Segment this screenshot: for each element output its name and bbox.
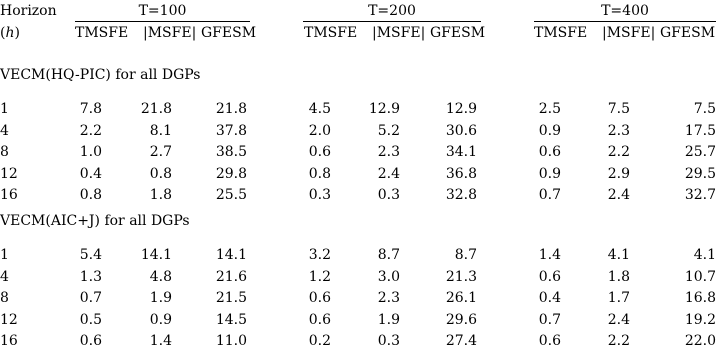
value-cell: 36.8 xyxy=(445,165,477,182)
value-cell: 12.9 xyxy=(368,101,400,117)
value-cell: 0.3 xyxy=(377,187,400,203)
horizon-cell: 12 xyxy=(0,165,18,182)
value-cell: 0.4 xyxy=(79,165,102,182)
value-cell: 21.8 xyxy=(140,101,172,117)
value-cell: 14.1 xyxy=(215,247,247,263)
value-cell: 29.8 xyxy=(215,165,247,182)
value-cell: 0.8 xyxy=(308,165,331,182)
horizon-cell: 4 xyxy=(0,268,9,285)
value-cell: 0.9 xyxy=(149,311,172,328)
value-cell: 0.5 xyxy=(79,311,102,328)
value-cell: 3.2 xyxy=(308,247,331,263)
header-group-t100: T=100 xyxy=(138,3,187,19)
value-cell: 0.6 xyxy=(308,290,331,306)
horizon-cell: 8 xyxy=(0,144,9,160)
value-cell: 26.1 xyxy=(445,290,477,306)
value-cell: 2.4 xyxy=(377,165,400,182)
value-cell: 2.3 xyxy=(607,122,630,139)
value-cell: 4.8 xyxy=(149,268,172,285)
header-h-italic: h xyxy=(5,25,15,41)
value-cell: 1.4 xyxy=(538,247,561,263)
value-cell: 1.9 xyxy=(377,311,400,328)
value-cell: 10.7 xyxy=(684,268,716,285)
rule-t200 xyxy=(303,21,481,22)
header-h: (h) xyxy=(0,25,20,41)
header-msfe-t400: |MSFE| xyxy=(602,25,656,41)
value-cell: 0.6 xyxy=(538,144,561,160)
value-cell: 4.1 xyxy=(693,247,716,263)
value-cell: 1.7 xyxy=(607,290,630,306)
value-cell: 0.6 xyxy=(538,333,561,349)
horizon-cell: 16 xyxy=(0,333,18,349)
header-gfesm-t400: GFESM xyxy=(660,25,716,41)
value-cell: 2.2 xyxy=(607,144,630,160)
rule-t100 xyxy=(75,21,250,22)
header-msfe-t200: |MSFE| xyxy=(372,25,426,41)
header-tmsfe-t400: TMSFE xyxy=(534,25,588,41)
value-cell: 4.5 xyxy=(308,101,331,117)
value-cell: 0.2 xyxy=(308,333,331,349)
value-cell: 30.6 xyxy=(445,122,477,139)
value-cell: 2.5 xyxy=(538,101,561,117)
value-cell: 19.2 xyxy=(684,311,716,328)
value-cell: 2.4 xyxy=(607,187,630,203)
value-cell: 7.5 xyxy=(693,101,716,117)
value-cell: 8.7 xyxy=(377,247,400,263)
value-cell: 14.5 xyxy=(215,311,247,328)
value-cell: 2.7 xyxy=(149,144,172,160)
value-cell: 0.3 xyxy=(308,187,331,203)
value-cell: 0.4 xyxy=(538,290,561,306)
value-cell: 4.1 xyxy=(607,247,630,263)
value-cell: 38.5 xyxy=(215,144,247,160)
value-cell: 1.8 xyxy=(149,187,172,203)
header-group-t400: T=400 xyxy=(601,3,649,19)
value-cell: 2.2 xyxy=(607,333,630,349)
value-cell: 0.6 xyxy=(308,144,331,160)
value-cell: 1.0 xyxy=(79,144,102,160)
value-cell: 1.9 xyxy=(149,290,172,306)
value-cell: 7.5 xyxy=(607,101,630,117)
value-cell: 2.0 xyxy=(308,122,331,139)
value-cell: 0.9 xyxy=(538,165,561,182)
value-cell: 5.2 xyxy=(377,122,400,139)
header-tmsfe-t200: TMSFE xyxy=(304,25,358,41)
header-group-t200: T=200 xyxy=(368,3,416,19)
value-cell: 0.7 xyxy=(79,290,102,306)
value-cell: 2.9 xyxy=(607,165,630,182)
value-cell: 22.0 xyxy=(684,333,716,349)
value-cell: 3.0 xyxy=(377,268,400,285)
value-cell: 25.5 xyxy=(215,187,247,203)
value-cell: 2.3 xyxy=(377,290,400,306)
value-cell: 21.6 xyxy=(215,268,247,285)
value-cell: 0.6 xyxy=(308,311,331,328)
value-cell: 0.8 xyxy=(149,165,172,182)
value-cell: 21.3 xyxy=(445,268,477,285)
section-title: VECM(HQ-PIC) for all DGPs xyxy=(0,67,201,83)
value-cell: 29.5 xyxy=(684,165,716,182)
value-cell: 14.1 xyxy=(140,247,172,263)
value-cell: 32.8 xyxy=(445,187,477,203)
value-cell: 27.4 xyxy=(445,333,477,349)
horizon-cell: 1 xyxy=(0,101,9,117)
value-cell: 17.5 xyxy=(684,122,716,139)
value-cell: 0.7 xyxy=(538,187,561,203)
value-cell: 11.0 xyxy=(215,333,247,349)
section-title: VECM(AIC+J) for all DGPs xyxy=(0,213,190,229)
horizon-cell: 12 xyxy=(0,311,18,328)
value-cell: 1.4 xyxy=(149,333,172,349)
value-cell: 0.8 xyxy=(79,187,102,203)
value-cell: 5.4 xyxy=(79,247,102,263)
header-tmsfe-t100: TMSFE xyxy=(75,25,129,41)
value-cell: 25.7 xyxy=(684,144,716,160)
value-cell: 16.8 xyxy=(684,290,716,306)
value-cell: 37.8 xyxy=(215,122,247,139)
value-cell: 0.6 xyxy=(79,333,102,349)
value-cell: 0.7 xyxy=(538,311,561,328)
horizon-cell: 16 xyxy=(0,187,18,203)
value-cell: 2.3 xyxy=(377,144,400,160)
header-msfe-t100: |MSFE| xyxy=(143,25,197,41)
value-cell: 1.2 xyxy=(308,268,331,285)
horizon-cell: 1 xyxy=(0,247,9,263)
value-cell: 34.1 xyxy=(445,144,477,160)
value-cell: 32.7 xyxy=(684,187,716,203)
value-cell: 1.8 xyxy=(607,268,630,285)
value-cell: 29.6 xyxy=(445,311,477,328)
rule-t400 xyxy=(534,21,716,22)
header-gfesm-t200: GFESM xyxy=(430,25,486,41)
value-cell: 8.7 xyxy=(454,247,477,263)
horizon-cell: 8 xyxy=(0,290,9,306)
value-cell: 2.4 xyxy=(607,311,630,328)
header-horizon: Horizon xyxy=(0,3,57,19)
value-cell: 8.1 xyxy=(149,122,172,139)
value-cell: 7.8 xyxy=(79,101,102,117)
value-cell: 0.9 xyxy=(538,122,561,139)
value-cell: 2.2 xyxy=(79,122,102,139)
value-cell: 0.6 xyxy=(538,268,561,285)
value-cell: 21.5 xyxy=(215,290,247,306)
value-cell: 21.8 xyxy=(215,101,247,117)
header-gfesm-t100: GFESM xyxy=(201,25,257,41)
value-cell: 12.9 xyxy=(445,101,477,117)
value-cell: 1.3 xyxy=(79,268,102,285)
value-cell: 0.3 xyxy=(377,333,400,349)
horizon-cell: 4 xyxy=(0,122,9,139)
